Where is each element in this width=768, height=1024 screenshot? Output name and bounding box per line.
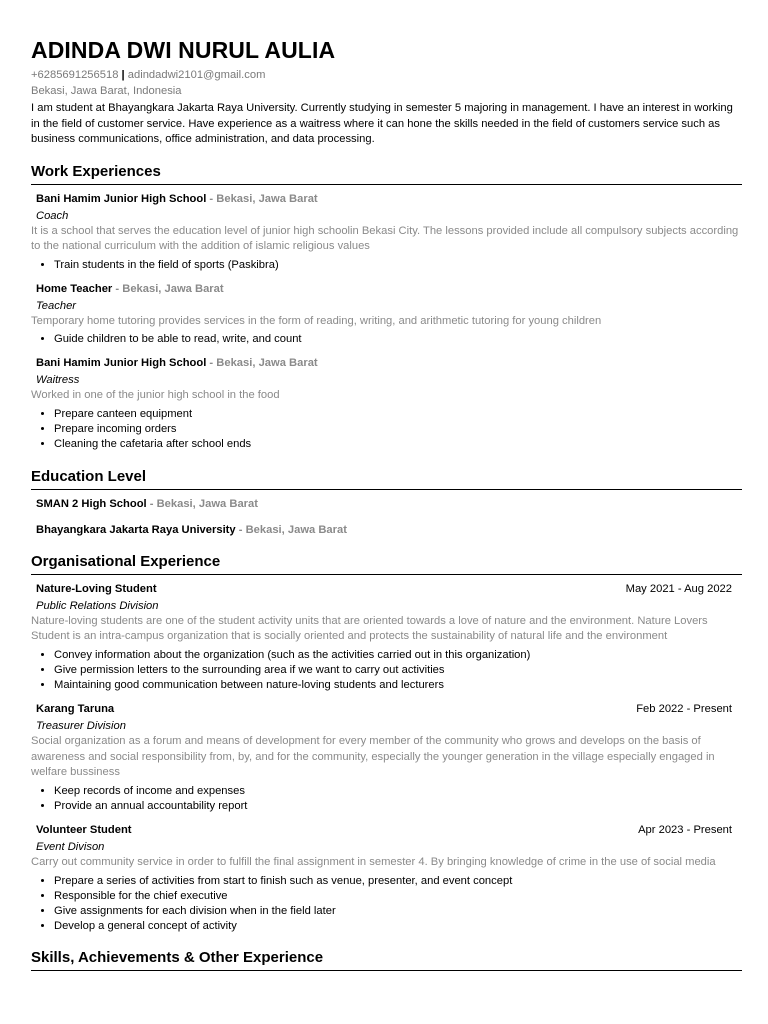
entry-org: Nature-Loving Student <box>36 582 157 595</box>
bullet-item: • Give assignments for each division when in the field later <box>54 904 732 919</box>
entry-header <box>36 282 732 297</box>
entry-description: It is a school that serves the education level of junior high schoolin Bekasi City. The lessons provided include all compulsory subjects according to the national curriculum with the addition of islamic religious values <box>31 224 739 252</box>
bullet-item: • Guide children to be able to read, write, and count <box>54 332 732 347</box>
entry-location: Bekasi, Jawa Barat <box>216 192 318 205</box>
entry-org: Home Teacher <box>36 282 113 295</box>
bullet-item: • Keep records of income and expenses <box>54 784 732 799</box>
entry-dash: - <box>235 523 246 536</box>
entry-description: Worked in one of the junior high school in the food <box>31 389 280 402</box>
entry-bullets <box>36 332 732 347</box>
entry-header <box>36 192 732 207</box>
school-location: Bekasi, Jawa Barat <box>156 497 258 510</box>
entry-description: Social organization as a forum and means of development for every member of the community who grows and develops on the basis of awareness and social responsibility from, by, and for the community, especially the younger generation in the village especially engaged in welfare bussiness <box>31 735 715 779</box>
section-title-skills: Skills, Achievements & Other Experience <box>31 948 742 971</box>
school-name: SMAN 2 High School <box>36 497 147 510</box>
bullet-item: • Convey information about the organization (such as the activities carried out in this organization) <box>54 648 732 663</box>
entry-header <box>36 582 732 597</box>
work-entry <box>31 356 732 452</box>
entry-header <box>36 356 732 371</box>
entry-bullets <box>36 407 732 453</box>
entry-bullets <box>36 874 732 935</box>
section-title-education: Education Level <box>31 467 742 490</box>
entry-dash: - <box>112 282 123 295</box>
entry-bullets <box>36 648 732 694</box>
entry-description: Carry out community service in order to fulfill the final assignment in semester 4. By bringing knowledge of crime in the use of social media <box>31 856 716 869</box>
entry-bullets <box>36 258 732 273</box>
entry-header <box>36 823 732 838</box>
bullet-item: • Train students in the field of sports (Paskibra) <box>54 258 732 273</box>
entry-date: May 2021 - Aug 2022 <box>625 582 732 595</box>
section-title-organisation: Organisational Experience <box>31 552 742 575</box>
entry-org: Bani Hamim Junior High School <box>36 357 207 370</box>
organisation-entry <box>31 823 732 934</box>
entry-role: Public Relations Division <box>36 599 159 612</box>
entry-role: Coach <box>36 209 69 222</box>
bullet-item: • Develop a general concept of activity <box>54 919 732 934</box>
bullet-item: • Prepare incoming orders <box>54 422 732 437</box>
entry-org: Bani Hamim Junior High School <box>36 192 207 205</box>
entry-header <box>36 702 732 717</box>
school-name: Bhayangkara Jakarta Raya University <box>36 523 236 536</box>
organisation-entry <box>31 702 732 814</box>
entry-description: Nature-loving students are one of the student activity units that are oriented towards a love of nature and the environment. Nature Lovers Student is an intra-campus organization that is socially oriented and protects the sustainability of natural life and the environment <box>31 614 708 643</box>
bullet-item: • Prepare a series of activities from start to finish such as venue, presenter, and event concept <box>54 874 732 889</box>
candidate-name: ADINDA DWI NURUL AULIA <box>31 37 336 63</box>
work-entry <box>31 282 732 348</box>
education-entry <box>36 497 732 512</box>
bullet-item: • Cleaning the cafetaria after school ends <box>54 437 732 452</box>
entry-date: Apr 2023 - Present <box>638 824 732 837</box>
profile-summary: I am student at Bhayangkara Jakarta Raya University. Currently studying in semester 5 majoring in management. I have an interest in working in the field of customer service. Have experience as a waitress where it can hone the skills needed in the field of customers service such as business communications, office administration, and data processing. <box>31 102 733 145</box>
work-entry <box>31 192 739 273</box>
section-title-work: Work Experiences <box>31 162 742 185</box>
education-entry <box>36 523 732 538</box>
entry-bullets <box>36 784 732 814</box>
bullet-item: • Responsible for the chief executive <box>54 889 732 904</box>
entry-date: Feb 2022 - Present <box>636 703 732 716</box>
bullet-item: • Give permission letters to the surrounding area if we want to carry out activities <box>54 663 732 678</box>
entry-dash: - <box>206 192 217 205</box>
entry-role: Treasurer Division <box>36 720 126 733</box>
bullet-item: • Provide an annual accountability report <box>54 799 732 814</box>
email-address: adindadwi2101@gmail.com <box>127 69 266 81</box>
entry-description: Temporary home tutoring provides services in the form of reading, writing, and arithmetic tutoring for young children <box>31 314 602 327</box>
contact-line <box>31 67 742 83</box>
school-location: Bekasi, Jawa Barat <box>245 523 347 536</box>
entry-dash: - <box>206 357 217 370</box>
bullet-item: • Prepare canteen equipment <box>54 407 732 422</box>
contact-separator: | <box>121 69 125 81</box>
entry-org: Karang Taruna <box>36 703 115 716</box>
organisation-entry <box>31 582 732 694</box>
entry-org: Volunteer Student <box>36 824 132 837</box>
bullet-item: • Maintaining good communication between nature-loving students and lecturers <box>54 678 732 693</box>
entry-role: Event Divison <box>36 841 105 854</box>
entry-dash: - <box>146 497 157 510</box>
home-address: Bekasi, Jawa Barat, Indonesia <box>31 85 182 97</box>
entry-location: Bekasi, Jawa Barat <box>216 357 318 370</box>
phone-number: +6285691256518 <box>31 69 119 81</box>
entry-location: Bekasi, Jawa Barat <box>122 282 224 295</box>
entry-role: Waitress <box>36 374 80 387</box>
entry-role: Teacher <box>36 299 77 312</box>
